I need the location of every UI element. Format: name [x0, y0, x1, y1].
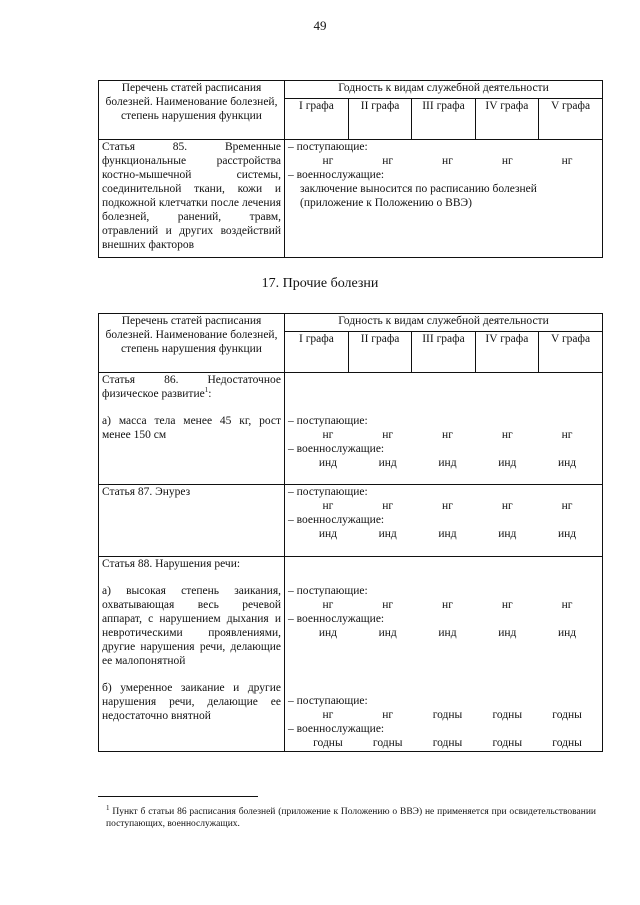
applicants-label: – поступающие:	[288, 486, 368, 498]
value-cell: инд	[438, 528, 457, 540]
value-cell: нг	[442, 500, 453, 512]
article-87-fitness	[285, 485, 603, 557]
footnote-text: Пункт б статьи 86 расписания болезней (приложение к Положению о ВВЭ) не применяется при освидетельствовании поступающих, военнослужащих.	[106, 807, 597, 829]
article-88-title: Статья 88. Нарушения речи:	[102, 558, 241, 570]
page-number: 49	[313, 18, 327, 33]
value-cell: инд	[318, 627, 337, 639]
article-85-text: Статья 85. Временные функциональные расстройства костно-мышечной системы, соединительной ткани, кожи и подкожной клетчатки после лечения болезней, ранений, травм, отравлений и других воздействий внешних факторов	[99, 140, 285, 258]
article-86-title: Статья 86. Недостаточное физическое развитие$^1$:	[102, 374, 281, 400]
header-col-4: IV графа	[475, 331, 538, 372]
applicants-values	[288, 428, 599, 442]
header-col-1: I графа	[285, 331, 348, 372]
value-cell: нг	[442, 155, 453, 167]
servicemen-values	[288, 626, 599, 640]
applicants-values	[288, 499, 599, 513]
article-87-title: Статья 87. Энурез	[102, 486, 191, 498]
value-cell: инд	[378, 627, 397, 639]
value-cell: нг	[322, 429, 334, 441]
article-88-sub-b: б) умеренное заикание и другие нарушения речи, делающие ее недостаточно внятной	[102, 682, 281, 722]
value-cell: годны	[432, 709, 463, 721]
value-cell: нг	[501, 599, 513, 611]
section-title: 17. Прочие болезни	[261, 276, 379, 291]
value-cell: годны	[313, 737, 343, 749]
header-col-4: IV графа	[475, 98, 538, 139]
value-cell: нг	[561, 500, 573, 512]
value-cell: инд	[498, 627, 517, 639]
header-article-list: Перечень статей расписания болезней. Наименование болезней, степень нарушения функции	[99, 81, 285, 140]
servicemen-label: – военнослужащие:	[288, 723, 385, 735]
value-cell: годны	[492, 737, 523, 749]
header-col-2: II графа	[348, 331, 411, 372]
servicemen-values	[288, 527, 599, 541]
value-cell: нг	[382, 500, 394, 512]
value-cell: инд	[558, 627, 577, 639]
article-85-fitness	[285, 140, 603, 258]
header-fitness-group	[285, 314, 603, 373]
header-article-list: Перечень статей расписания болезней. Наименование болезней, степень нарушения функции	[99, 314, 285, 373]
value-cell: годны	[372, 737, 403, 749]
header-col-5: V графа	[550, 332, 591, 345]
value-cell: нг	[382, 709, 394, 721]
value-cell: нг	[322, 155, 334, 167]
article-88-text	[99, 557, 285, 752]
value-cell: нг	[442, 599, 453, 611]
value-cell: нг	[382, 599, 394, 611]
value-cell: нг	[382, 155, 394, 167]
value-cell: нг	[501, 500, 513, 512]
value-cell: инд	[498, 528, 517, 540]
article-88-sub-a: а) высокая степень заикания, охватывающая весь речевой аппарат, с нарушением дыхания и невротическими проявлениями, другие нарушения речи, делающие ее малопонятной	[102, 585, 281, 667]
footnote-mark: 1	[106, 803, 110, 812]
header-col-1: I графа	[285, 98, 348, 139]
article-86-sub-a: а) масса тела менее 45 кг, рост менее 150 см	[102, 415, 281, 441]
value-cell: нг	[561, 429, 573, 441]
value-cell: годны	[552, 709, 582, 721]
fitness-table-article-85	[98, 80, 603, 258]
value-cell: инд	[498, 457, 517, 469]
applicants-values	[288, 154, 599, 168]
applicants-label: – поступающие:	[288, 585, 368, 597]
servicemen-label: – военнослужащие:	[288, 443, 385, 455]
value-cell: инд	[378, 528, 397, 540]
header-fitness-title: Годность к видам служебной деятельности	[285, 81, 602, 98]
header-col-3: III графа	[412, 331, 475, 372]
header-col-2: II графа	[348, 98, 411, 139]
value-cell: годны	[552, 737, 582, 749]
applicants-label: – поступающие:	[288, 141, 368, 153]
conclusion-text: заключение выносится по расписанию болезней (приложение к Положению о ВВЭ)	[300, 183, 537, 209]
article-86-text	[99, 373, 285, 485]
value-cell: инд	[558, 457, 577, 469]
value-cell: нг	[561, 599, 573, 611]
fitness-table-other-diseases	[98, 313, 603, 752]
value-cell: инд	[318, 457, 337, 469]
value-cell: нг	[561, 155, 573, 167]
servicemen-label: – военнослужащие:	[288, 613, 385, 625]
applicants-label: – поступающие:	[288, 695, 368, 707]
servicemen-label: – военнослужащие:	[288, 514, 385, 526]
applicants-label: – поступающие:	[288, 415, 368, 427]
servicemen-label: – военнослужащие:	[288, 169, 385, 181]
servicemen-values	[288, 456, 599, 470]
article-86-fitness	[285, 373, 603, 485]
value-cell: инд	[318, 528, 337, 540]
value-cell: нг	[322, 709, 334, 721]
article-88-fitness	[285, 557, 603, 752]
value-cell: годны	[432, 737, 463, 749]
applicants-values	[288, 598, 599, 612]
value-cell: нг	[322, 599, 334, 611]
value-cell: нг	[382, 429, 394, 441]
header-fitness-title: Годность к видам служебной деятельности	[285, 314, 602, 331]
value-cell: нг	[501, 155, 513, 167]
applicants-values	[288, 708, 599, 722]
value-cell: нг	[442, 429, 453, 441]
header-col-5: V графа	[550, 99, 591, 112]
value-cell: инд	[438, 627, 457, 639]
value-cell: годны	[492, 709, 523, 721]
header-fitness-group	[285, 81, 603, 140]
article-87-text	[99, 485, 285, 557]
servicemen-values	[288, 736, 599, 750]
footnote	[106, 803, 597, 830]
value-cell: нг	[322, 500, 334, 512]
value-cell: инд	[378, 457, 397, 469]
header-col-3: III графа	[412, 98, 475, 139]
value-cell: инд	[558, 528, 577, 540]
footnote-ref: 1	[204, 386, 209, 395]
footnote-divider	[98, 796, 258, 797]
value-cell: нг	[501, 429, 513, 441]
value-cell: инд	[438, 457, 457, 469]
